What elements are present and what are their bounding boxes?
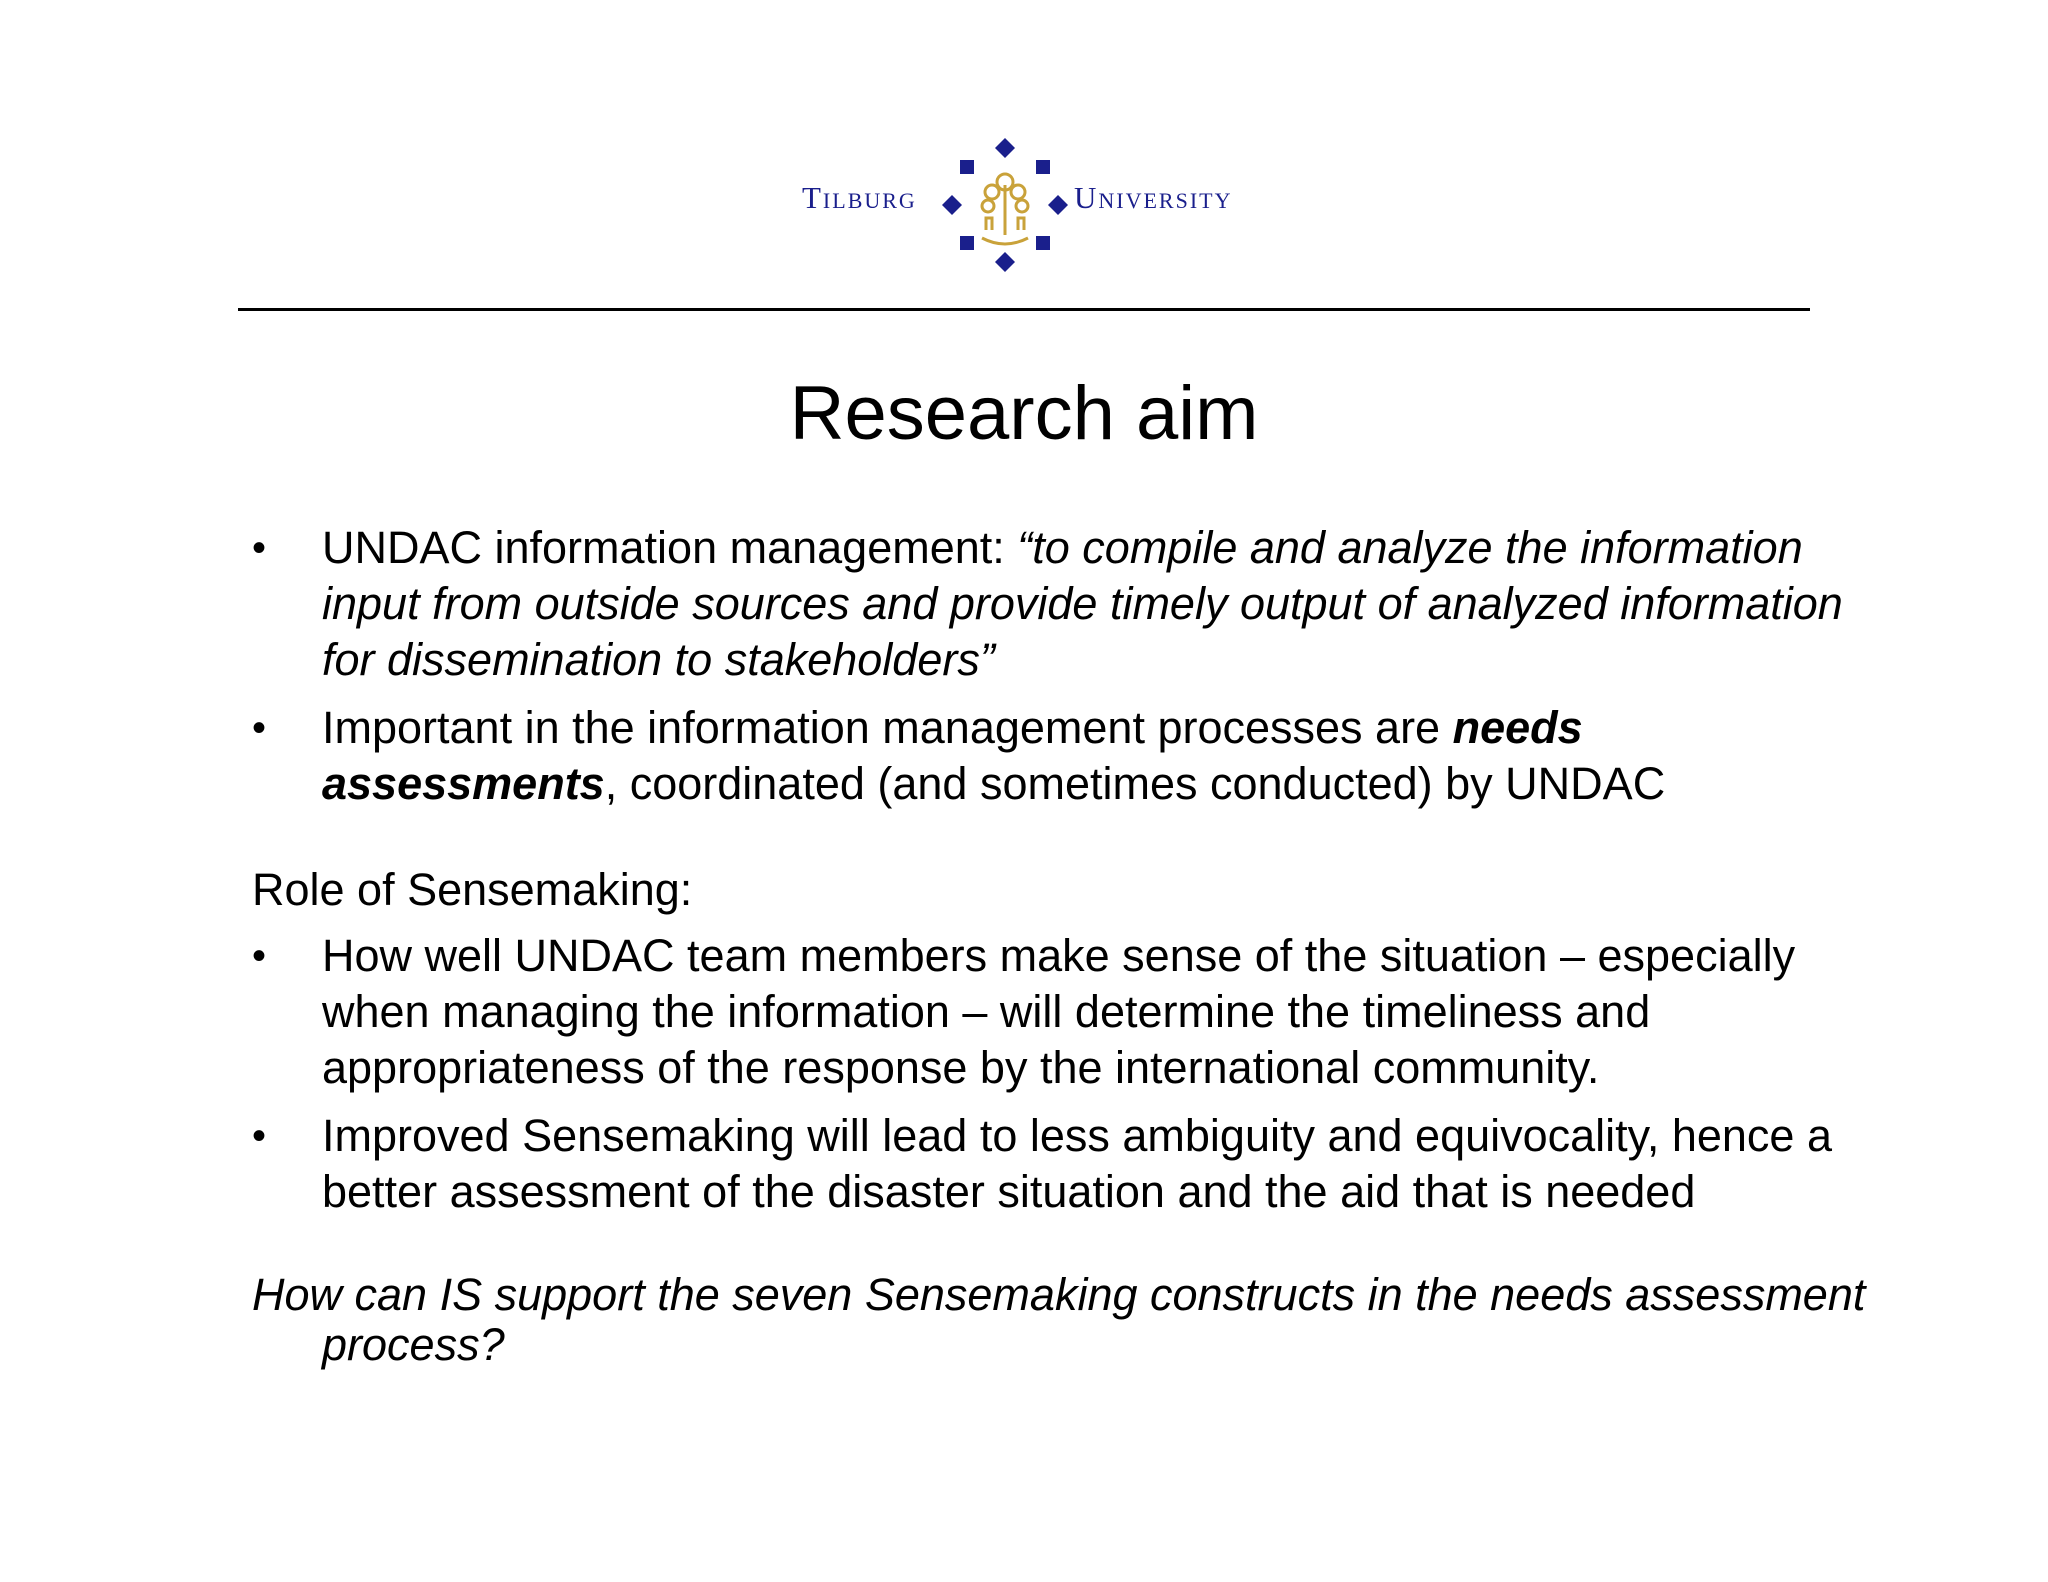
research-question: How can IS support the seven Sensemaking constructs in the needs assessment process? — [252, 1269, 1866, 1370]
header-divider — [238, 308, 1810, 311]
slide-content — [252, 520, 1872, 1370]
logo-word-left: Tilburg — [802, 180, 917, 215]
university-emblem-icon — [930, 130, 1080, 280]
bullet-text: How well UNDAC team members make sense of the situation – especially when managing the information – will determine the timeliness and appropriateness of the response by the international community. — [322, 930, 1796, 1093]
bullet-quote: “to compile and analyze the information input from outside sources and provide timely output of analyzed information for dissemination to stakeholders” — [322, 522, 1843, 685]
university-logo — [790, 130, 1260, 280]
bullet-text-tail: , coordinated (and sometimes conducted) by UNDAC — [604, 758, 1666, 809]
section-heading: Role of Sensemaking: — [252, 864, 693, 915]
bullet-item — [252, 700, 1872, 812]
bullet-icon: • — [252, 1114, 267, 1158]
bullet-text-plain: Important in the information management processes are — [322, 702, 1453, 753]
bullet-icon: • — [252, 934, 267, 978]
bullet-item — [252, 928, 1872, 1096]
bullet-icon: • — [252, 706, 267, 750]
bullet-text-plain: UNDAC information management: — [322, 522, 1018, 573]
bullet-text: Improved Sensemaking will lead to less ambiguity and equivocality, hence a better assessment of the disaster situation and the aid that is needed — [322, 1110, 1832, 1217]
slide-title: Research aim — [789, 371, 1259, 456]
bullet-emphasis: needs assessments — [322, 702, 1583, 809]
logo-word-right: University — [1074, 180, 1233, 215]
bullet-item — [252, 520, 1872, 688]
bullet-item — [252, 1108, 1872, 1220]
bullet-icon: • — [252, 526, 267, 570]
